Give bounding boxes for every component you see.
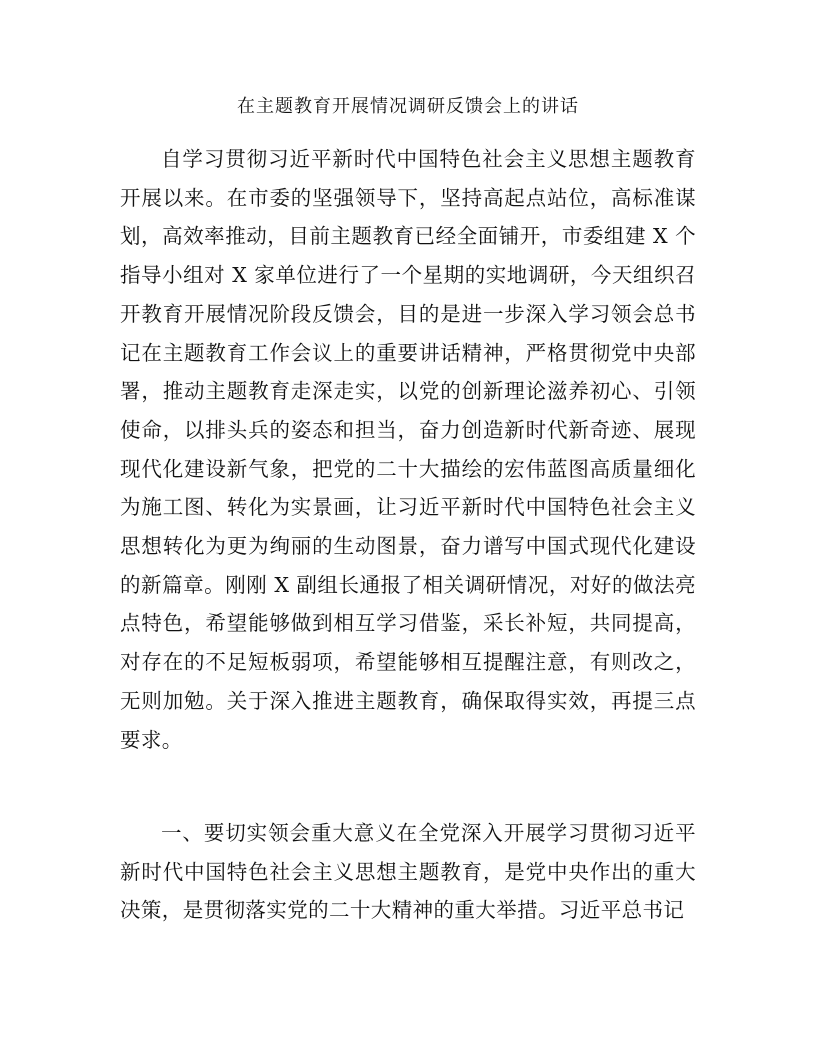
- paragraph-intro: 自学习贯彻习近平新时代中国特色社会主义思想主题教育开展以来。在市委的坚强领导下，坚持高起点站位，高标准谋划，高效率推动，目前主题教育已经全面铺开，市委组建 X 个指导小组对 X 家单位进行了一个星期的实地调研，今天组织召开教育开展情况阶段反馈会，目的是进一步深入学习领会总书记在主题教育工作会议上的重要讲话精神，严格贯彻党中央部署，推动主题教育走深走实，以党的创新理论滋养初心、引领使命，以排头兵的姿态和担当，奋力创造新时代新奇迹、展现现代化建设新气象，把党的二十大描绘的宏伟蓝图高质量细化为施工图、转化为实景画，让习近平新时代中国特色社会主义思想转化为更为绚丽的生动图景，奋力谱写中国式现代化建设的新篇章。刚刚 X 副组长通报了相关调研情况，对好的做法亮点特色，希望能够做到相互学习借鉴，采长补短，共同提高，对存在的不足短板弱项，希望能够相互提醒注意，有则改之，无则加勉。关于深入推进主题教育，确保取得实效，再提三点要求。: [120, 147, 696, 752]
- document-title: 在主题教育开展情况调研反馈会上的讲话: [237, 96, 579, 117]
- paragraph-section-one: 一、要切实领会重大意义在全党深入开展学习贯彻习近平新时代中国特色社会主义思想主题教育，是党中央作出的重大决策，是贯彻落实党的二十大精神的重大举措。习近平总书记: [120, 821, 696, 923]
